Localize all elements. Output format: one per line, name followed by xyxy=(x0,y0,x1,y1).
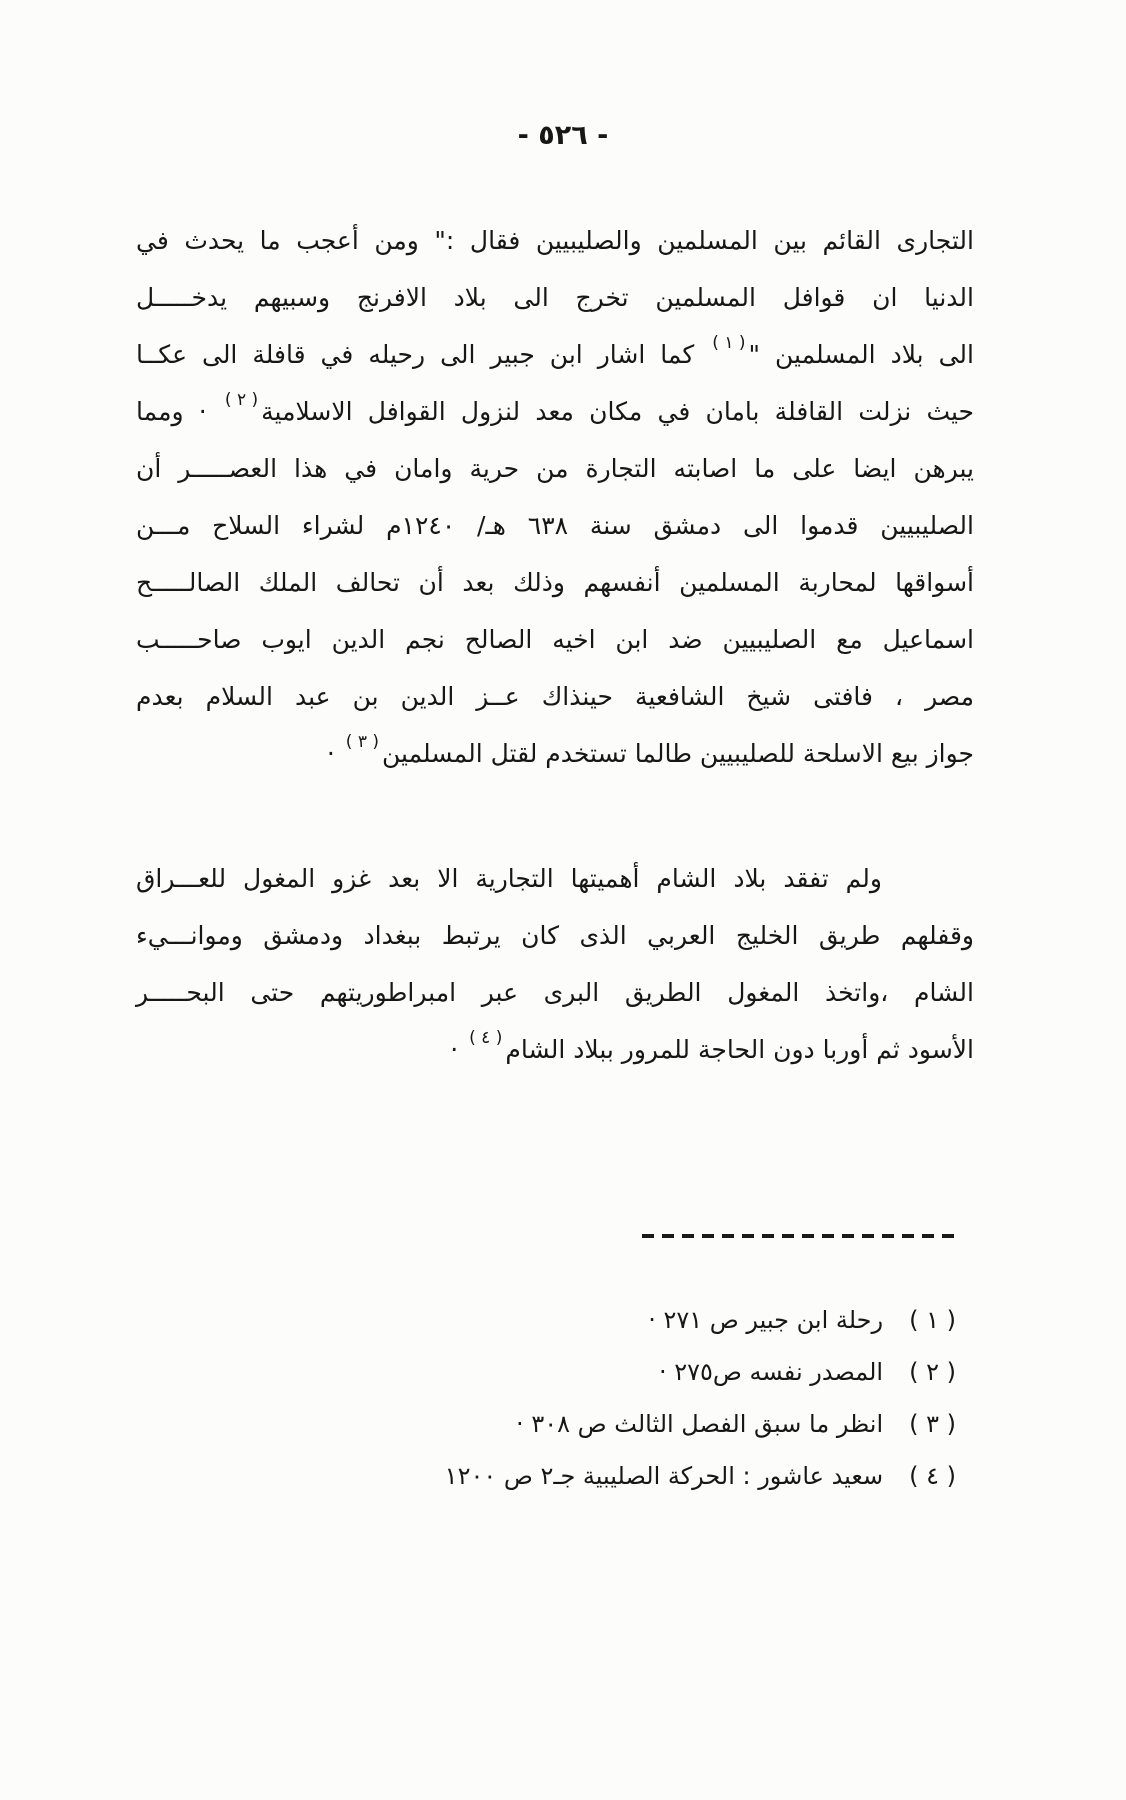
text-line: حيث نزلت القافلة بامان في مكان معد لنزول القوافل الاسلامية( ٢ ) · ومما xyxy=(136,383,974,440)
footnotes xyxy=(176,1294,956,1502)
text-line: الشام ،واتخذ المغول الطريق البرى عبر امبراطوريتهم حتى البحـــــر xyxy=(136,978,974,1007)
text-line: اسماعيل مع الصليبيين ضد ابن اخيه الصالح نجم الدين ايوب صاحـــــب xyxy=(136,625,974,654)
body-text xyxy=(136,212,974,1078)
text-line: التجارى القائم بين المسلمين والصليبيين فقال :" ومن أعجب ما يحدث في xyxy=(136,226,974,255)
footnote-text: المصدر نفسه ص٢٧٥ · xyxy=(658,1358,884,1386)
footnote-text: سعيد عاشور : الحركة الصليبية جـ٢ ص ١٢٠٠ xyxy=(444,1462,884,1490)
text-line: ولم تفقد بلاد الشام أهميتها التجارية الا بعد غزو المغول للعـــراق xyxy=(136,864,882,893)
page-number: - ٥٢٦ - xyxy=(517,120,609,151)
footnote-marker: ( ١ ) xyxy=(909,1306,956,1334)
footnote-marker: ( ٤ ) xyxy=(909,1462,956,1490)
paragraph xyxy=(136,850,974,1078)
footnote-ref: ( ١ ) xyxy=(712,333,746,353)
text-line: الصليبيين قدموا الى دمشق سنة ٦٣٨ هـ/ ١٢٤٠م لشراء السلاح مـــن xyxy=(136,511,974,540)
footnote-item xyxy=(176,1450,956,1502)
footnote-item xyxy=(176,1398,956,1450)
footnote-ref: ( ٤ ) xyxy=(469,1028,503,1048)
text-line: الدنيا ان قوافل المسلمين تخرج الى بلاد الافرنج وسبيهم يدخـــــل xyxy=(136,283,974,312)
footnote-text: انظر ما سبق الفصل الثالث ص ٣٠٨ · xyxy=(516,1410,884,1438)
text-line: يبرهن ايضا على ما اصابته التجارة من حرية وامان في هذا العصـــــر أن xyxy=(136,454,974,483)
footnote-text: رحلة ابن جبير ص ٢٧١ · xyxy=(648,1306,884,1334)
text-line: مصر ، فافتى شيخ الشافعية حينذاك عــز الدين بن عبد السلام بعدم xyxy=(136,682,974,711)
footnote-item xyxy=(176,1294,956,1346)
text-line: وقفلهم طريق الخليج العربي الذى كان يرتبط ببغداد ودمشق وموانـــيء xyxy=(136,921,974,950)
footnote-marker: ( ٢ ) xyxy=(909,1358,956,1386)
text-line: الأسود ثم أوربا دون الحاجة للمرور ببلاد الشام( ٤ ) · xyxy=(136,1021,974,1078)
footnote-marker: ( ٣ ) xyxy=(909,1410,956,1438)
text-line: أسواقها لمحاربة المسلمين أنفسهم وذلك بعد أن تحالف الملك الصالـــــح xyxy=(136,568,974,597)
text-line: الى بلاد المسلمين "( ١ ) كما اشار ابن جبير الى رحيله في قافلة الى عكــا xyxy=(136,326,974,383)
footnote-ref: ( ٣ ) xyxy=(345,732,380,752)
footnote-separator xyxy=(636,1234,954,1238)
paragraph xyxy=(136,212,974,782)
footnote-item xyxy=(176,1346,956,1398)
text-line: جواز بيع الاسلحة للصليبيين طالما تستخدم لقتل المسلمين( ٣ ) · xyxy=(136,725,974,782)
footnote-ref: ( ٢ ) xyxy=(224,390,259,410)
